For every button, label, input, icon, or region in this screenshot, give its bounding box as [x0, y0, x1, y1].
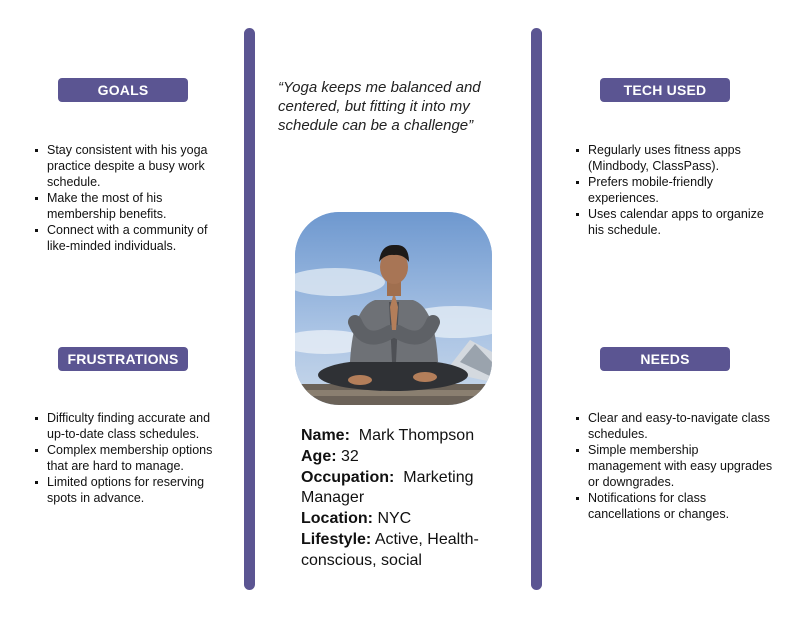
needs-item: Simple membership management with easy upgrades or downgrades. [574, 442, 774, 490]
person-meditating-photo [295, 212, 492, 405]
persona-quote: “Yoga keeps me balanced and centered, but fitting it into my schedule can be a challenge” [278, 79, 481, 134]
name-label: Name: [301, 427, 350, 444]
frustrations-heading: FRUSTRATIONS [58, 347, 188, 371]
frustrations-item: Difficulty finding accurate and up-to-date class schedules. [33, 410, 223, 442]
lifestyle-label: Lifestyle: [301, 530, 372, 548]
lifestyle-value: Active, Health-conscious, social [301, 530, 479, 569]
goals-list [33, 142, 223, 254]
profile-age-row [301, 447, 521, 468]
left-divider [244, 28, 255, 590]
tech-used-item: Prefers mobile-friendly experiences. [574, 174, 774, 206]
tech-used-item: Uses calendar apps to organize his schedule. [574, 206, 774, 238]
frustrations-item: Complex membership options that are hard to manage. [33, 442, 223, 474]
tech-used-item: Regularly uses fitness apps (Mindbody, ClassPass). [574, 142, 774, 174]
tech-used-list [574, 142, 774, 238]
profile-location-row [301, 509, 521, 530]
location-label: Location: [301, 510, 373, 528]
profile-occupation-row [301, 468, 521, 510]
profile-name-row [301, 426, 521, 447]
profile-info [301, 426, 521, 572]
goals-item: Connect with a community of like-minded individuals. [33, 222, 223, 254]
needs-item: Notifications for class cancellations or changes. [574, 490, 774, 522]
persona-photo [295, 212, 492, 405]
location-value: NYC [377, 510, 412, 528]
age-label: Age: [301, 447, 337, 465]
needs-heading: NEEDS [600, 347, 730, 371]
occupation-label: Occupation: [301, 468, 395, 486]
goals-heading: GOALS [58, 78, 188, 102]
occupation-value: Marketing Manager [301, 468, 474, 507]
age-value: 32 [341, 447, 359, 465]
tech-used-heading: TECH USED [600, 78, 730, 102]
profile-lifestyle-row [301, 530, 521, 572]
goals-item: Stay consistent with his yoga practice despite a busy work schedule. [33, 142, 223, 190]
right-divider [531, 28, 542, 590]
frustrations-item: Limited options for reserving spots in advance. [33, 474, 223, 506]
needs-item: Clear and easy-to-navigate class schedules. [574, 410, 774, 442]
needs-list [574, 410, 774, 522]
frustrations-list [33, 410, 223, 506]
goals-item: Make the most of his membership benefits. [33, 190, 223, 222]
name-value: Mark Thompson [358, 427, 475, 444]
